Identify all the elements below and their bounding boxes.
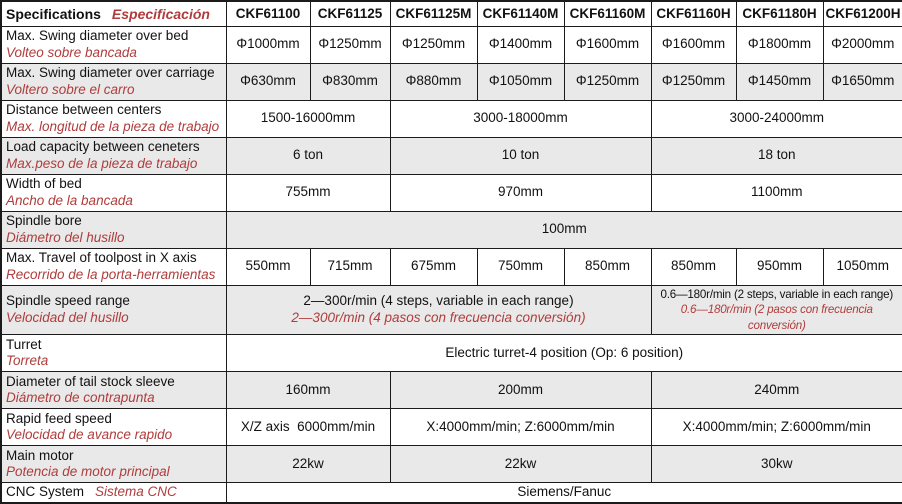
value-max-swing-diameter-over-bed-2: Φ1250mm xyxy=(390,26,477,63)
label-en-load-capacity-between-centers: Load capacity between ceneters xyxy=(6,139,200,154)
label-en-main-motor: Main motor xyxy=(6,447,74,463)
value-max-swing-diameter-over-carriage-5: Φ1250mm xyxy=(651,63,736,100)
value-max-travel-of-toolpost-in-x-axis-2: 675mm xyxy=(390,248,477,285)
row-spindle-speed-range xyxy=(1,285,902,335)
value-max-swing-diameter-over-carriage-1: Φ830mm xyxy=(310,63,390,100)
value-max-swing-diameter-over-bed-5: Φ1600mm xyxy=(651,26,736,63)
value-line-es: 0.6—180r/min (2 pasos con frecuencia conversión) xyxy=(680,303,876,332)
label-spindle-bore xyxy=(1,211,226,248)
label-max-swing-diameter-over-carriage xyxy=(1,63,226,100)
value-main-motor-0: 22kw xyxy=(226,446,390,483)
specifications-title-en: Specifications xyxy=(6,5,101,22)
label-es-spindle-speed-range: Velocidad del husillo xyxy=(6,309,129,325)
value-width-of-bed-0: 755mm xyxy=(226,174,390,211)
label-es-main-motor: Potencia de motor principal xyxy=(6,464,170,479)
label-es-spindle-bore: Diámetro del husillo xyxy=(6,229,125,245)
column-header-ckf61160h: CKF61160H xyxy=(651,1,736,26)
label-en-spindle-bore: Spindle bore xyxy=(6,213,82,228)
value-spindle-bore-0: 100mm xyxy=(226,211,902,248)
value-load-capacity-between-centers-0: 6 ton xyxy=(226,137,390,174)
label-max-swing-diameter-over-bed xyxy=(1,26,226,63)
label-es-distance-between-centers: Max. longitud de la pieza de trabajo xyxy=(6,118,220,134)
label-es-max-swing-diameter-over-bed: Volteo sobre bancada xyxy=(6,44,137,60)
label-main-motor xyxy=(1,446,226,483)
row-turret xyxy=(1,335,902,372)
label-en-distance-between-centers: Distance between centers xyxy=(6,102,162,117)
column-header-ckf61160m: CKF61160M xyxy=(564,1,651,26)
value-load-capacity-between-centers-1: 10 ton xyxy=(390,137,651,174)
value-width-of-bed-1: 970mm xyxy=(390,174,651,211)
value-max-swing-diameter-over-bed-0: Φ1000mm xyxy=(226,26,310,63)
row-main-motor xyxy=(1,446,902,483)
value-rapid-feed-speed-0: X/Z axis 6000mm/min xyxy=(226,409,390,446)
specifications-title-es: Especificación xyxy=(111,5,210,22)
label-en-max-swing-diameter-over-carriage: Max. Swing diameter over carriage xyxy=(6,65,215,80)
value-max-swing-diameter-over-carriage-4: Φ1250mm xyxy=(564,63,651,100)
value-max-swing-diameter-over-carriage-2: Φ880mm xyxy=(390,63,477,100)
column-header-ckf61140m: CKF61140M xyxy=(477,1,564,26)
value-main-motor-2: 30kw xyxy=(651,446,902,483)
label-turret xyxy=(1,335,226,372)
label-en-diameter-of-tail-stock-sleeve: Diameter of tail stock sleeve xyxy=(6,373,175,389)
value-rapid-feed-speed-2: X:4000mm/min; Z:6000mm/min xyxy=(651,409,902,446)
label-cnc-system xyxy=(1,483,226,503)
value-max-swing-diameter-over-bed-7: Φ2000mm xyxy=(823,26,902,63)
label-width-of-bed xyxy=(1,174,226,211)
label-en-spindle-speed-range: Spindle speed range xyxy=(6,293,130,309)
value-max-swing-diameter-over-carriage-6: Φ1450mm xyxy=(736,63,823,100)
column-header-ckf61200h: CKF61200H xyxy=(823,1,902,26)
column-header-ckf61125m: CKF61125M xyxy=(390,1,477,26)
label-es-diameter-of-tail-stock-sleeve: Diámetro de contrapunta xyxy=(6,390,155,405)
row-load-capacity-between-centers xyxy=(1,137,902,174)
row-distance-between-centers xyxy=(1,100,902,137)
value-turret-0: Electric turret-4 position (Op: 6 position) xyxy=(226,335,902,372)
row-max-swing-diameter-over-carriage xyxy=(1,63,902,100)
label-load-capacity-between-centers xyxy=(1,137,226,174)
label-diameter-of-tail-stock-sleeve xyxy=(1,372,226,409)
header-row xyxy=(1,1,902,26)
value-cnc-system-0: Siemens/Fanuc xyxy=(226,483,902,503)
value-max-travel-of-toolpost-in-x-axis-6: 950mm xyxy=(736,248,823,285)
value-max-travel-of-toolpost-in-x-axis-0: 550mm xyxy=(226,248,310,285)
value-load-capacity-between-centers-2: 18 ton xyxy=(651,137,902,174)
value-rapid-feed-speed-1: X:4000mm/min; Z:6000mm/min xyxy=(390,409,651,446)
value-spindle-speed-range-0 xyxy=(226,285,651,335)
label-max-travel-of-toolpost-in-x-axis xyxy=(1,248,226,285)
value-max-travel-of-toolpost-in-x-axis-1: 715mm xyxy=(310,248,390,285)
row-max-swing-diameter-over-bed xyxy=(1,26,902,63)
label-es-max-swing-diameter-over-carriage: Voltero sobre el carro xyxy=(6,81,135,97)
label-distance-between-centers xyxy=(1,100,226,137)
row-width-of-bed xyxy=(1,174,902,211)
label-en-max-travel-of-toolpost-in-x-axis: Max. Travel of toolpost in X axis xyxy=(6,250,197,265)
value-max-travel-of-toolpost-in-x-axis-4: 850mm xyxy=(564,248,651,285)
row-spindle-bore xyxy=(1,211,902,248)
label-spindle-speed-range xyxy=(1,285,226,335)
row-rapid-feed-speed xyxy=(1,409,902,446)
label-es-width-of-bed: Ancho de la bancada xyxy=(6,192,133,208)
value-max-swing-diameter-over-carriage-0: Φ630mm xyxy=(226,63,310,100)
value-max-swing-diameter-over-carriage-7: Φ1650mm xyxy=(823,63,902,100)
specifications-header-cell xyxy=(1,1,226,26)
value-max-travel-of-toolpost-in-x-axis-5: 850mm xyxy=(651,248,736,285)
label-en-cnc-system: CNC System xyxy=(6,484,85,499)
column-header-ckf61125: CKF61125 xyxy=(310,1,390,26)
label-es-cnc-system: Sistema CNC xyxy=(95,484,177,499)
value-spindle-speed-range-1 xyxy=(651,285,902,335)
label-es-turret: Torreta xyxy=(6,353,49,368)
label-es-load-capacity-between-centers: Max.peso de la pieza de trabajo xyxy=(6,155,198,171)
value-diameter-of-tail-stock-sleeve-1: 200mm xyxy=(390,372,651,409)
value-max-swing-diameter-over-carriage-3: Φ1050mm xyxy=(477,63,564,100)
label-en-rapid-feed-speed: Rapid feed speed xyxy=(6,410,112,426)
value-line-en: 0.6—180r/min (2 steps, variable in each range) xyxy=(660,287,893,301)
value-max-travel-of-toolpost-in-x-axis-3: 750mm xyxy=(477,248,564,285)
label-en-turret: Turret xyxy=(6,336,42,352)
value-diameter-of-tail-stock-sleeve-2: 240mm xyxy=(651,372,902,409)
column-header-ckf61100: CKF61100 xyxy=(226,1,310,26)
label-rapid-feed-speed xyxy=(1,409,226,446)
value-main-motor-1: 22kw xyxy=(390,446,651,483)
value-distance-between-centers-0: 1500-16000mm xyxy=(226,100,390,137)
value-diameter-of-tail-stock-sleeve-0: 160mm xyxy=(226,372,390,409)
label-es-max-travel-of-toolpost-in-x-axis: Recorrido de la porta-herramientas xyxy=(6,266,216,282)
row-max-travel-of-toolpost-in-x-axis xyxy=(1,248,902,285)
value-line-en: 2—300r/min (4 steps, variable in each range) xyxy=(303,293,574,309)
value-max-swing-diameter-over-bed-1: Φ1250mm xyxy=(310,26,390,63)
value-distance-between-centers-1: 3000-18000mm xyxy=(390,100,651,137)
label-es-rapid-feed-speed: Velocidad de avance rapido xyxy=(6,427,173,442)
value-max-swing-diameter-over-bed-6: Φ1800mm xyxy=(736,26,823,63)
value-line-es: 2—300r/min (4 pasos con frecuencia conversión) xyxy=(291,309,586,325)
value-max-swing-diameter-over-bed-3: Φ1400mm xyxy=(477,26,564,63)
value-max-swing-diameter-over-bed-4: Φ1600mm xyxy=(564,26,651,63)
row-cnc-system xyxy=(1,483,902,503)
row-diameter-of-tail-stock-sleeve xyxy=(1,372,902,409)
label-en-width-of-bed: Width of bed xyxy=(6,176,82,191)
label-en-max-swing-diameter-over-bed: Max. Swing diameter over bed xyxy=(6,28,189,43)
value-max-travel-of-toolpost-in-x-axis-7: 1050mm xyxy=(823,248,902,285)
value-width-of-bed-2: 1100mm xyxy=(651,174,902,211)
column-header-ckf61180h: CKF61180H xyxy=(736,1,823,26)
value-distance-between-centers-2: 3000-24000mm xyxy=(651,100,902,137)
